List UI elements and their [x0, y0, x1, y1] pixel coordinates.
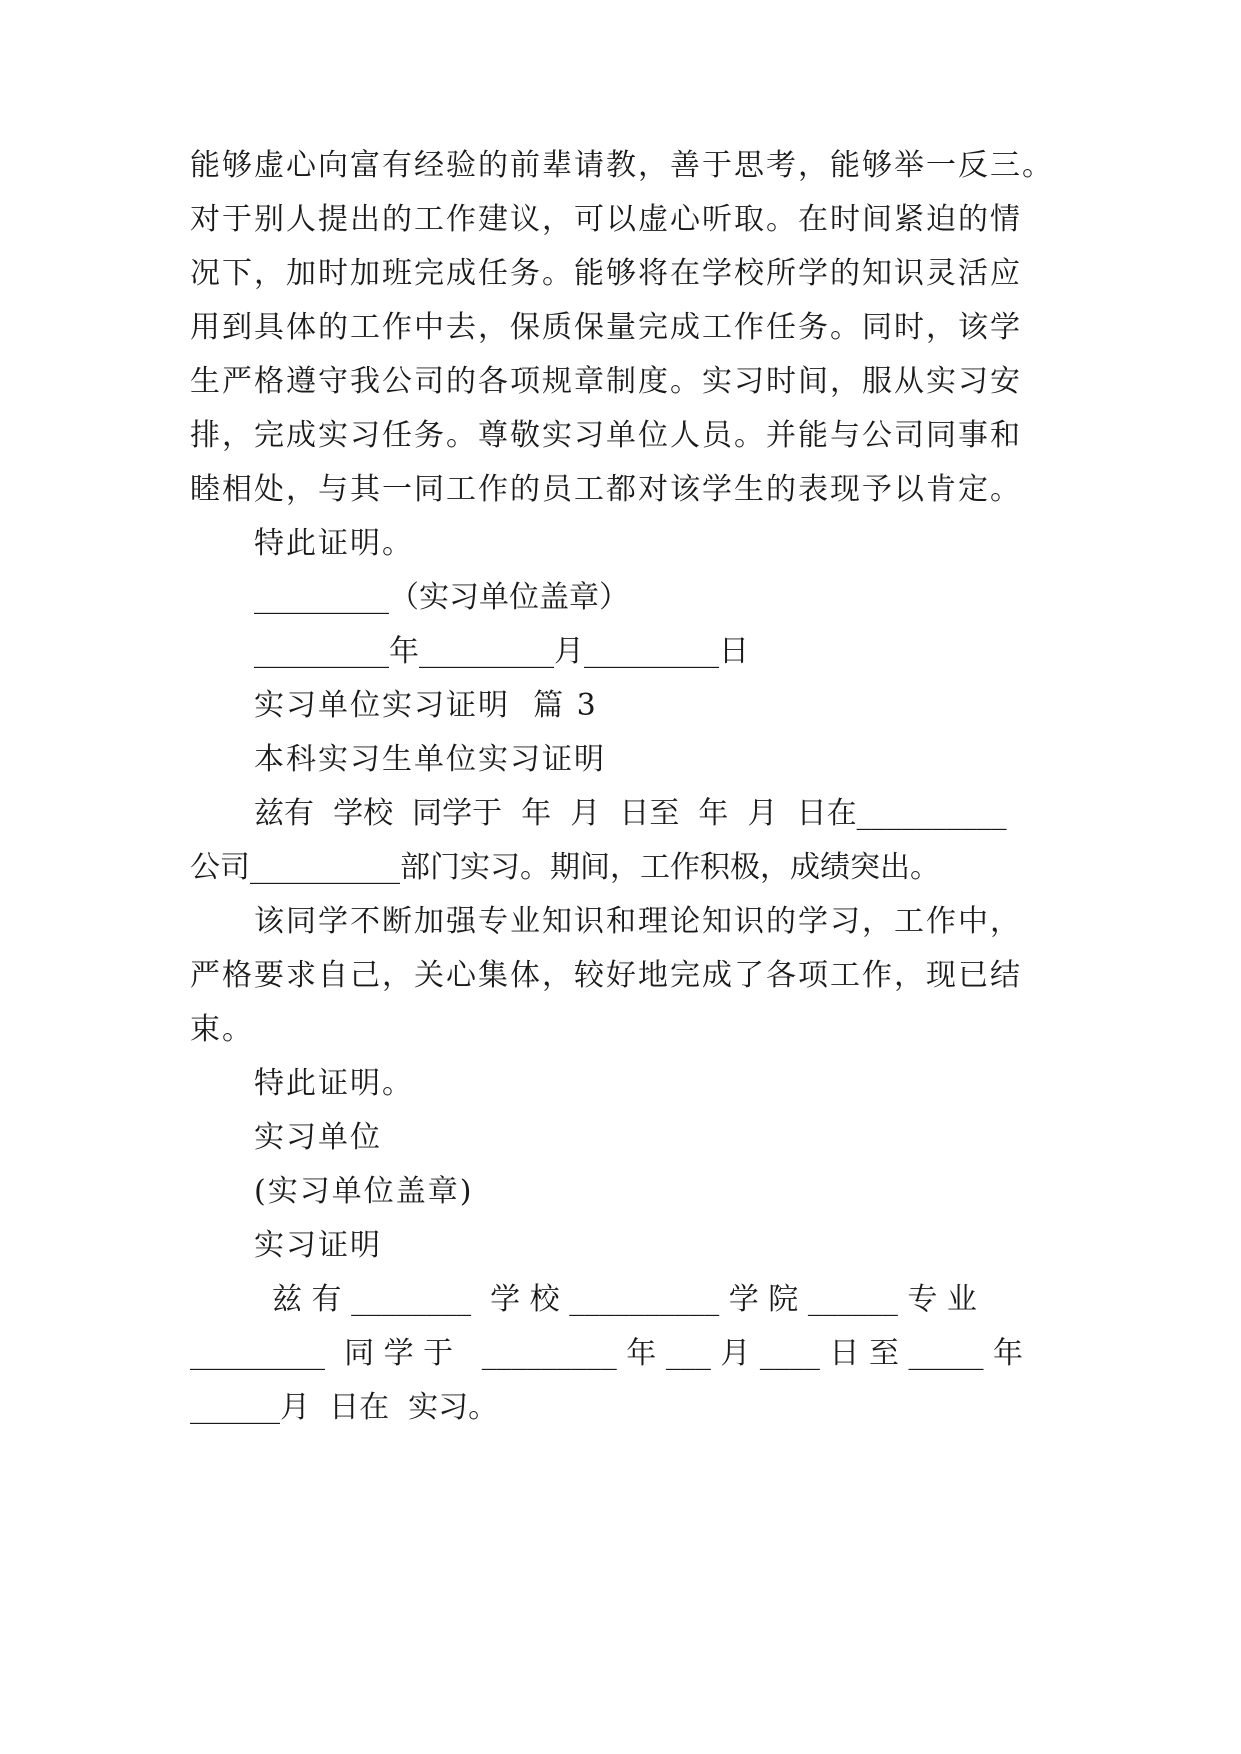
form-line: _________ 同 学 于 _________ 年 ___ 月 ____ 日 至 _____ 年 [190, 1336, 1024, 1371]
cert-title: 实习证明 [254, 1228, 382, 1263]
paragraph-line: 用到具体的工作中去，保质保量完成工作任务。同时，该学 [190, 310, 1022, 345]
certify-text: 特此证明。 [254, 526, 414, 561]
paragraph-line: 该同学不断加强专业知识和理论知识的学习，工作中， [254, 904, 1022, 939]
paragraph-line: 兹有 学校 同学于 年 月 日至 年 月 日在__________ [254, 796, 1007, 831]
paragraph-line: 排，完成实习任务。尊敬实习单位人员。并能与公司同事和 [190, 418, 1022, 453]
seal-label: (实习单位盖章) [254, 1174, 474, 1209]
paragraph-line: 对于别人提出的工作建议，可以虚心听取。在时间紧迫的情 [190, 202, 1022, 237]
subtitle: 本科实习生单位实习证明 [254, 742, 606, 777]
paragraph-line: 严格要求自己，关心集体，较好地完成了各项工作，现已结 [190, 958, 1022, 993]
unit-label: 实习单位 [254, 1120, 382, 1155]
certify-text: 特此证明。 [254, 1066, 414, 1101]
date-line: _________年_________月_________日 [254, 634, 749, 669]
form-line: 兹 有 ________ 学 校 __________ 学 院 ______ 专 业 [272, 1282, 977, 1317]
paragraph-line: 生严格遵守我公司的各项规章制度。实习时间，服从实习安 [190, 364, 1022, 399]
paragraph-line: 况下，加时加班完成任务。能够将在学校所学的知识灵活应 [190, 256, 1022, 291]
paragraph-line: 能够虚心向富有经验的前辈请教，善于思考，能够举一反三。 [190, 148, 1054, 183]
form-line: ______月 日在 实习。 [190, 1390, 499, 1425]
section-title: 实习单位实习证明 篇 3 [254, 688, 598, 723]
paragraph-line: 束。 [190, 1012, 254, 1047]
paragraph-line: 睦相处，与其一同工作的员工都对该学生的表现予以肯定。 [190, 472, 1022, 507]
seal-line: _________（实习单位盖章） [254, 580, 629, 615]
paragraph-line: 公司__________部门实习。期间，工作积极，成绩突出。 [190, 850, 940, 885]
